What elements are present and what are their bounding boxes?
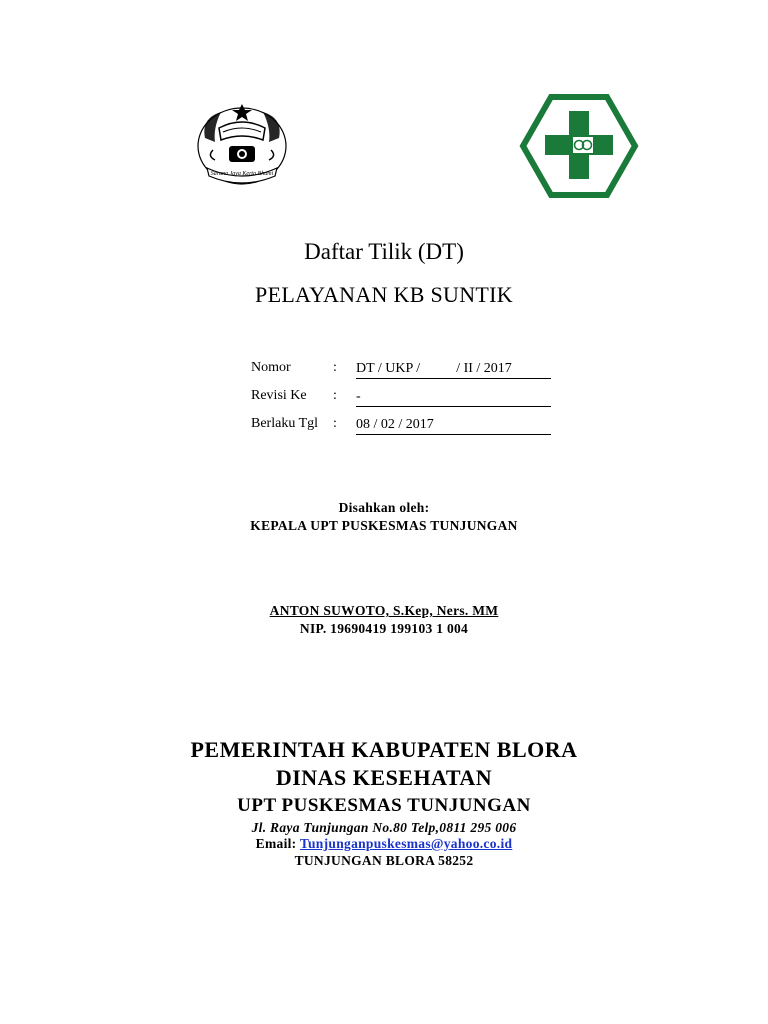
footer-government: PEMERINTAH KABUPATEN BLORA — [190, 737, 578, 762]
revisi-value — [356, 388, 551, 407]
nomor-value-prefix: DT / UKP / — [356, 361, 421, 376]
footer-address: Jl. Raya Tunjungan No.80 Telp,0811 295 006 — [251, 820, 517, 835]
puskesmas-cross-icon — [517, 93, 641, 200]
footer-department: DINAS KESEHATAN — [275, 765, 493, 790]
seal-motto: Sarana Jaya Kerta Bhumi — [210, 171, 274, 177]
revisi-label: Revisi Ke — [251, 388, 307, 403]
nomor-colon: : — [333, 360, 337, 375]
nomor-label: Nomor — [251, 360, 291, 375]
regency-seal-icon — [193, 98, 291, 190]
approver-name: ANTON SUWOTO, S.Kep, Ners. MM — [269, 603, 499, 618]
berlaku-value — [356, 416, 551, 435]
document-subtitle: PELAYANAN KB SUNTIK — [255, 282, 513, 307]
document-title: Daftar Tilik (DT) — [304, 239, 464, 264]
berlaku-value-text: 08 / 02 / 2017 — [356, 417, 434, 432]
berlaku-label: Berlaku Tgl — [251, 416, 319, 431]
approver-nip: NIP. 19690419 199103 1 004 — [299, 621, 469, 636]
footer-email-line — [0, 836, 768, 852]
approved-by-label: Disahkan oleh: — [338, 500, 430, 515]
footer-email-link[interactable]: Tunjunganpuskesmas@yahoo.co.id — [299, 836, 513, 851]
nomor-value-suffix: / II / 2017 — [456, 361, 512, 376]
footer-city: TUNJUNGAN BLORA 58252 — [294, 853, 474, 868]
berlaku-colon: : — [333, 416, 337, 431]
revisi-value-text: - — [356, 389, 361, 404]
footer-email-label: Email: — [255, 836, 297, 851]
revisi-colon: : — [333, 388, 337, 403]
approver-position: KEPALA UPT PUSKESMAS TUNJUNGAN — [250, 518, 518, 533]
nomor-value — [356, 360, 551, 379]
footer-unit: UPT PUSKESMAS TUNJUNGAN — [237, 795, 531, 816]
